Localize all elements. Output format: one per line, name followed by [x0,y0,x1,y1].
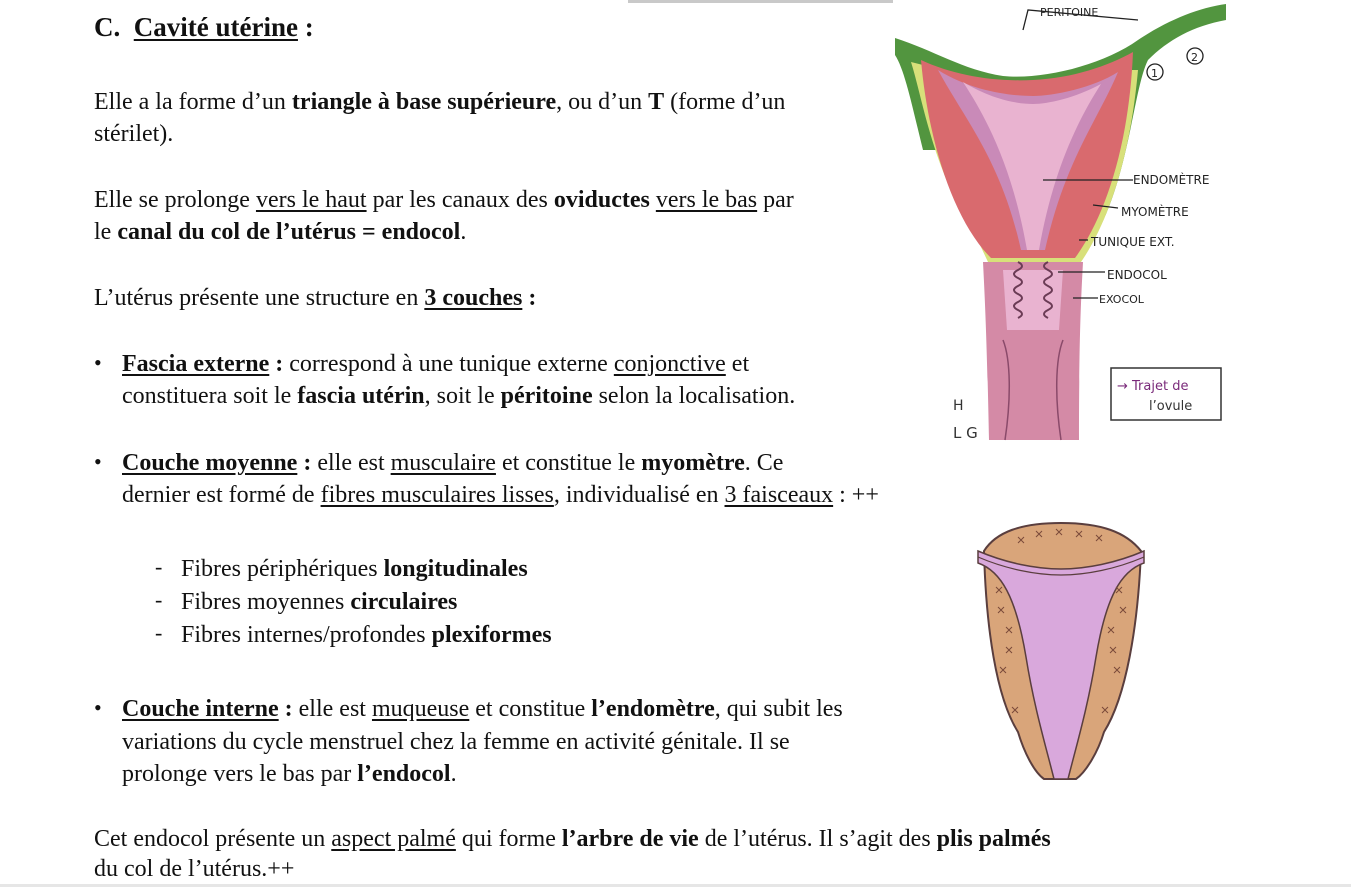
bullet-moyenne: • [94,449,102,474]
label-tunique: TUNIQUE EXT. [1091,235,1175,249]
fascia-title: Fascia externe [122,351,270,377]
label-endocol: ENDOCOL [1107,268,1167,282]
moyenne-title: Couche moyenne [122,450,298,476]
fascia-line1: Fascia externe : correspond à une tunique externe conjonctive et [122,351,750,377]
paragraph-structure: L’utérus présente une structure en 3 couches : [94,285,537,311]
label-endometre: ENDOMÈTRE [1133,173,1210,187]
uterus-fibres-diagram [976,517,1146,785]
label-n1: 1 [1151,67,1158,80]
moyenne-line2: dernier est formé de fibres musculaires lisses, individualisé en 3 faisceaux : ++ [122,482,879,508]
fascia-line2: constituera soit le fascia utérin, soit le péritoine selon la localisation. [122,383,796,409]
interne-line1: Couche interne : elle est muqueuse et constitue l’endomètre, qui subit les [122,696,843,722]
paragraph-shape-line1: Elle a la forme d’un triangle à base supérieure, ou d’un T (forme d’un [94,89,786,115]
moyenne-line1: Couche moyenne : elle est musculaire et constitue le myomètre. Ce [122,450,784,476]
paragraph-prolong-line2: le canal du col de l’utérus = endocol. [94,219,467,245]
dash-fibres-3: - [155,620,163,645]
orientation-h: H [953,398,964,414]
fibres-item-3: Fibres internes/profondes plexiformes [181,622,552,648]
paragraph-shape-line2: stérilet). [94,121,174,147]
paragraph-prolong-line1: Elle se prolonge vers le haut par les canaux des oviductes vers le bas par [94,187,794,213]
interne-line3: prolonge vers le bas par l’endocol. [122,761,457,787]
uterus-layers-diagram [893,0,1228,450]
dash-fibres-2: - [155,587,163,612]
final-line1: Cet endocol présente un aspect palmé qui forme l’arbre de vie de l’utérus. Il s’agit des plis palmés [94,826,1051,852]
label-exocol: EXOCOL [1099,293,1144,306]
label-n2: 2 [1191,51,1198,64]
fibres-item-1: Fibres périphériques longitudinales [181,556,528,582]
dash-fibres-1: - [155,554,163,579]
bullet-interne: • [94,695,102,720]
top-border-line [628,0,893,3]
section-title: Cavité utérine [133,12,298,42]
fibres-item-2: Fibres moyennes circulaires [181,589,458,615]
label-myometre: MYOMÈTRE [1121,205,1189,219]
orientation-lg: L G [953,424,978,442]
final-line2: du col de l’utérus.++ [94,856,295,882]
label-peritoine: PERITOINE [1040,6,1099,19]
legend-line1: → Trajet de [1117,379,1189,394]
bullet-fascia: • [94,350,102,375]
legend-line2: l’ovule [1149,399,1193,414]
interne-line2: variations du cycle menstruel chez la femme en activité génitale. Il se [122,729,790,755]
section-heading: C. Cavité utérine : [94,12,314,42]
interne-title: Couche interne [122,696,279,722]
section-letter: C. [94,12,121,42]
